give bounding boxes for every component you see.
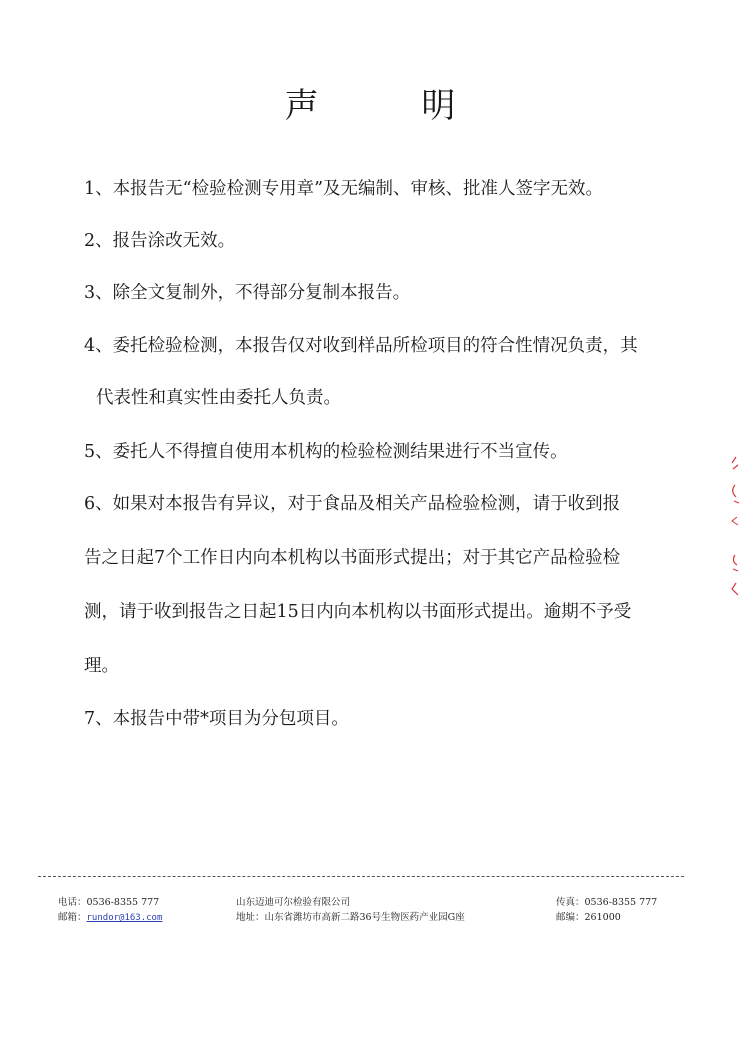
clause-line: 2、报告涂改无效。 bbox=[84, 231, 236, 251]
clause-7 bbox=[84, 701, 684, 737]
postcode-row bbox=[556, 910, 657, 925]
footer-contact bbox=[58, 895, 162, 926]
address-label: 地址： bbox=[236, 912, 265, 923]
clause-line: 告之日起7个工作日内向本机构以书面形式提出；对于其它产品检验检 bbox=[84, 548, 621, 568]
fax-value: 0536-8355 777 bbox=[584, 897, 658, 908]
footer-fax bbox=[556, 895, 657, 925]
clause-3 bbox=[84, 275, 684, 311]
phone-value: 0536-8355 777 bbox=[86, 897, 160, 908]
clause-line: 测，请于收到报告之日起15日内向本机构以书面形式提出。逾期不予受 bbox=[84, 602, 632, 622]
phone-label: 电话： bbox=[58, 897, 87, 908]
clause-6 bbox=[84, 486, 684, 684]
email-link[interactable]: rundor@163.com bbox=[86, 913, 163, 923]
clause-line: 7、本报告中带*项目为分包项目。 bbox=[84, 709, 349, 729]
fax-row bbox=[556, 895, 657, 910]
footer-divider bbox=[38, 876, 684, 877]
clause-1 bbox=[84, 171, 684, 207]
clause-5 bbox=[84, 434, 684, 470]
clause-line: 4、委托检验检测，本报告仅对收到样品所检项目的符合性情况负责，其 bbox=[84, 336, 638, 356]
email-label: 邮箱： bbox=[58, 912, 87, 923]
statement-clauses bbox=[84, 171, 684, 737]
clause-line: 3、除全文复制外，不得部分复制本报告。 bbox=[84, 283, 411, 303]
clause-line: 1、本报告无“检验检测专用章”及无编制、审核、批准人签字无效。 bbox=[84, 179, 604, 199]
clause-line: 代表性和真实性由委托人负责。 bbox=[96, 388, 341, 408]
red-stamp-edge bbox=[726, 455, 740, 600]
address-row bbox=[236, 910, 465, 925]
clause-4 bbox=[84, 328, 684, 416]
email-row bbox=[58, 910, 162, 926]
page-title: 声 明 bbox=[284, 86, 502, 126]
postcode-label: 邮编： bbox=[556, 912, 585, 923]
phone-row bbox=[58, 895, 162, 910]
clause-line: 5、委托人不得擅自使用本机构的检验检测结果进行不当宣传。 bbox=[84, 442, 568, 462]
address-value: 山东省潍坊市高新二路36号生物医药产业园G座 bbox=[264, 912, 465, 923]
postcode-value: 261000 bbox=[584, 912, 621, 923]
clause-line: 理。 bbox=[84, 656, 119, 676]
company-name: 山东迈迪可尔检验有限公司 bbox=[236, 897, 351, 908]
clause-2 bbox=[84, 223, 684, 259]
fax-label: 传真： bbox=[556, 897, 585, 908]
footer-company bbox=[236, 895, 465, 925]
clause-line: 6、如果对本报告有异议，对于食品及相关产品检验检测，请于收到报 bbox=[84, 494, 621, 514]
